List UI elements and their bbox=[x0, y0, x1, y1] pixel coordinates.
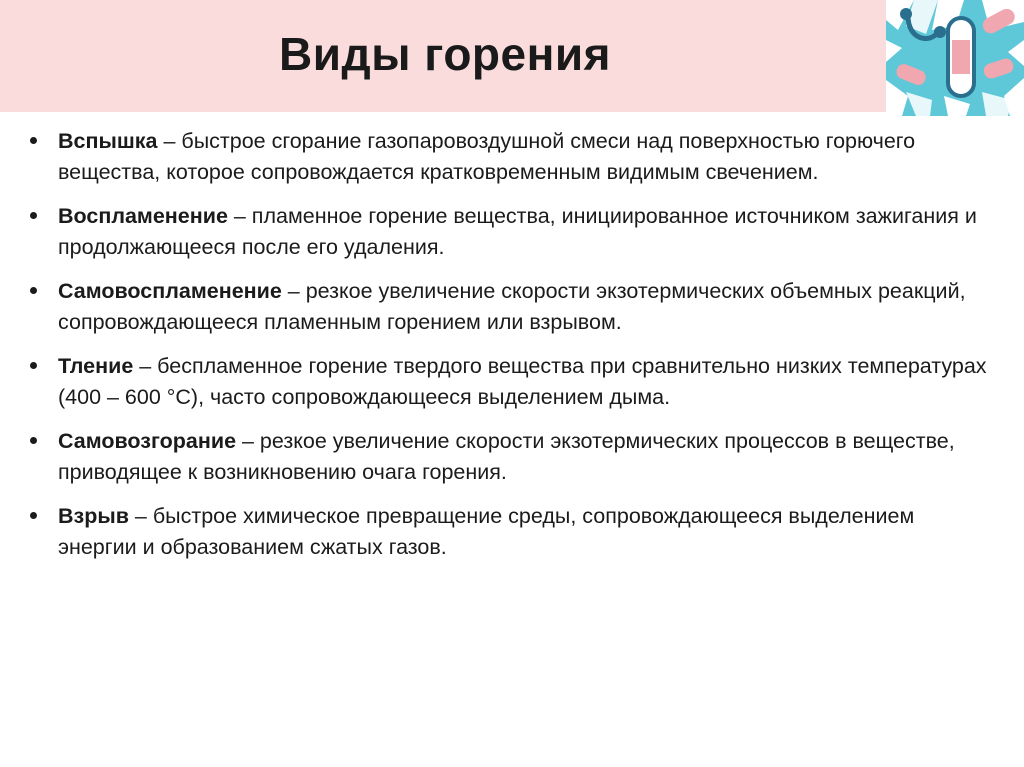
definition-text: – беспламенное горение твердого вещества при сравнительно низких температурах (400 – 600 °C), часто сопровождающееся выделением дыма. bbox=[58, 354, 987, 409]
slide-content bbox=[0, 126, 1024, 576]
bullet-icon bbox=[30, 437, 37, 444]
medical-illustration-corner-icon bbox=[886, 0, 1024, 116]
term-label: Воспламенение bbox=[58, 204, 228, 228]
term-label: Тление bbox=[58, 354, 134, 378]
definition-text: – быстрое химическое превращение среды, сопровождающееся выделением энергии и образованием сжатых газов. bbox=[58, 504, 915, 559]
term-label: Взрыв bbox=[58, 504, 129, 528]
definition-text: – резкое увеличение скорости экзотермических процессов в веществе, приводящее к возникновению очага горения. bbox=[58, 429, 955, 484]
list-item bbox=[14, 501, 994, 562]
list-item bbox=[14, 276, 994, 337]
list-item bbox=[14, 351, 994, 412]
bullet-icon bbox=[30, 137, 37, 144]
list-item bbox=[14, 201, 994, 262]
term-label: Самовозгорание bbox=[58, 429, 237, 453]
definition-text: – резкое увеличение скорости экзотермических объемных реакций, сопровождающееся пламенным горением или взрывом. bbox=[58, 279, 966, 334]
bullet-icon bbox=[30, 512, 37, 519]
term-label: Самовоспламенение bbox=[58, 279, 282, 303]
list-item bbox=[14, 126, 994, 187]
term-label: Вспышка bbox=[58, 129, 158, 153]
bullet-icon bbox=[30, 287, 37, 294]
list-item bbox=[14, 426, 994, 487]
bullet-icon bbox=[30, 212, 37, 219]
page-title: Виды горения bbox=[279, 28, 611, 80]
definition-list bbox=[14, 126, 994, 562]
definition-text: – пламенное горение вещества, инициированное источником зажигания и продолжающееся после его удаления. bbox=[58, 204, 977, 259]
bullet-icon bbox=[30, 362, 37, 369]
definition-text: – быстрое сгорание газопаровоздушной смеси над поверхностью горючего вещества, которое сопровождается кратковременным видимым свечением. bbox=[58, 129, 916, 184]
